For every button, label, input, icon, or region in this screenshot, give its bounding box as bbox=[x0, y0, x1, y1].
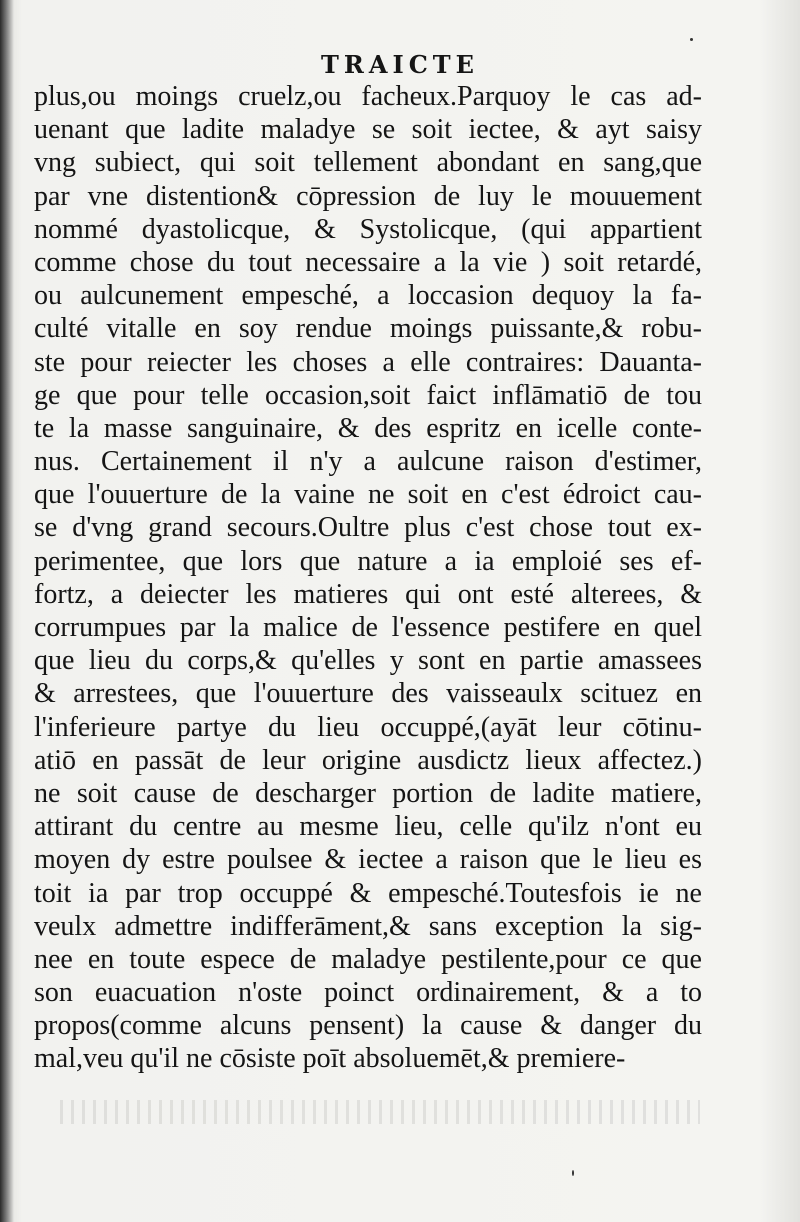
text-line: ou aulcunement empesché, a loccasion dequoy la fa- bbox=[34, 280, 702, 312]
ink-speck bbox=[690, 38, 693, 41]
text-line: ne soit cause de descharger portion de ladite matiere, bbox=[34, 777, 702, 809]
text-line: nommé dyastolicque, & Systolicque, (qui appartient bbox=[34, 213, 702, 245]
show-through-text bbox=[60, 1100, 700, 1124]
text-line: moyen dy estre poulsee & iectee a raison que le lieu es bbox=[34, 844, 702, 876]
text-line: culté vitalle en soy rendue moings puissante,& robu- bbox=[34, 313, 702, 345]
text-line: comme chose du tout necessaire a la vie ) soit retardé, bbox=[34, 246, 702, 278]
text-line: attirant du centre au mesme lieu, celle qu'ilz n'ont eu bbox=[34, 811, 702, 843]
text-line: veulx admettre indifferāment,& sans exception la sig- bbox=[34, 910, 702, 942]
running-head: TRAICTE bbox=[321, 50, 479, 79]
body-text bbox=[34, 80, 702, 1076]
ink-speck bbox=[572, 1170, 574, 1176]
text-line: toit ia par trop occuppé & empesché.Toutesfois ie ne bbox=[34, 877, 702, 909]
text-line: plus,ou moings cruelz,ou facheux.Parquoy le cas ad- bbox=[34, 81, 702, 112]
text-line: par vne distention& cōpression de luy le mouuement bbox=[34, 180, 702, 212]
text-line: ge que pour telle occasion,soit faict inflāmatiō de tou bbox=[34, 379, 702, 411]
text-line: nus. Certainement il n'y a aulcune raison d'estimer, bbox=[34, 446, 702, 478]
text-line: nee en toute espece de maladye pestilente,pour ce que bbox=[34, 943, 702, 975]
text-line: uenant que ladite maladye se soit iectee, & ayt saisy bbox=[34, 114, 702, 146]
text-line: son euacuation n'oste poinct ordinairement, & a to bbox=[34, 977, 702, 1009]
text-line: se d'vng grand secours.Oultre plus c'est chose tout ex- bbox=[34, 512, 702, 544]
text-line: & arrestees, que l'ouuerture des vaisseaulx scituez en bbox=[34, 678, 702, 710]
text-line: atiō en passāt de leur origine ausdictz lieux affectez.) bbox=[34, 744, 702, 776]
text-line: fortz, a deiecter les matieres qui ont esté alterees, & bbox=[34, 578, 702, 610]
text-line: que l'ouuerture de la vaine ne soit en c'est édroict cau- bbox=[34, 479, 702, 511]
page-gutter-shadow bbox=[0, 0, 14, 1222]
text-line: propos(comme alcuns pensent) la cause & danger du bbox=[34, 1010, 702, 1042]
text-line: te la masse sanguinaire, & des espritz en icelle conte- bbox=[34, 412, 702, 444]
text-line: vng subiect, qui soit tellement abondant en sang,que bbox=[34, 147, 702, 179]
text-line: que lieu du corps,& qu'elles y sont en partie amassees bbox=[34, 645, 702, 677]
text-line: mal,veu qu'il ne cōsiste poīt absoluemēt,& premiere- bbox=[34, 1043, 626, 1075]
text-line: perimentee, que lors que nature a ia emploié ses ef- bbox=[34, 545, 702, 577]
text-line: l'inferieure partye du lieu occuppé,(ayāt leur cōtinu- bbox=[34, 711, 702, 743]
text-line: corrumpues par la malice de l'essence pestifere en quel bbox=[34, 612, 702, 643]
text-line: ste pour reiecter les choses a elle contraires: Dauanta- bbox=[34, 346, 702, 378]
